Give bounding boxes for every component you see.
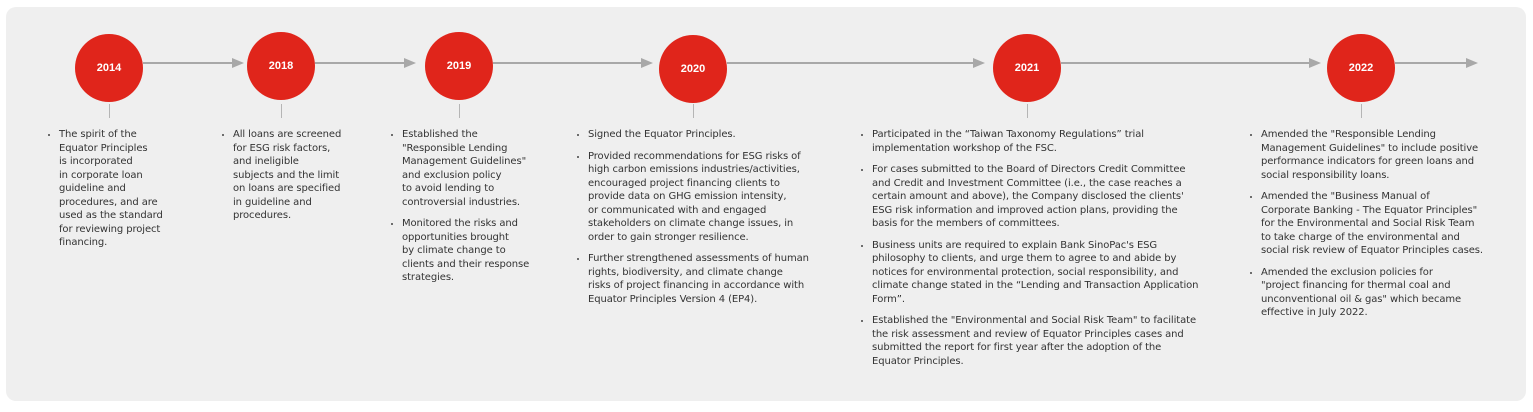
tick-mark [1361, 104, 1362, 118]
year-marker-2022: 2022 [1327, 34, 1395, 102]
timeline-item: • All loans are screened for ESG risk factors, and ineligible subjects and the limit on loans are specified in guideline and procedures. [233, 128, 383, 223]
timeline-list-2014 [45, 128, 199, 258]
arrow-right-icon [1309, 58, 1321, 68]
timeline-item: • Provided recommendations for ESG risks of high carbon emissions industries/activities, encouraged project financing clients to provide data on GHG emission intensity, or communicated with and engaged stakeholders on climate change issues, in order to gain stronger resilience. [588, 150, 848, 245]
tick-mark [1027, 104, 1028, 118]
year-marker-2014: 2014 [75, 34, 143, 102]
timeline-item: • Signed the Equator Principles. [588, 128, 848, 142]
year-marker-2019: 2019 [425, 32, 493, 100]
timeline-item: • Business units are required to explain Bank SinoPac's ESG philosophy to clients, and urge them to agree to and abide by notices for environmental protection, social responsibility, and climate change stated in the “Lending and Transaction Application Form”. [872, 239, 1232, 307]
arrow-right-icon [973, 58, 985, 68]
timeline-item: • Established the "Environmental and Social Risk Team" to facilitate the risk assessment and review of Equator Principles cases and submitted the report for first year after the adoption of the Equator Principles. [872, 314, 1232, 368]
tick-mark [281, 104, 282, 118]
timeline-item: • Amended the "Business Manual of Corporate Banking - The Equator Principles" for the Environmental and Social Risk Team to take charge of the environmental and social risk review of Equator Principles cases. [1261, 190, 1531, 258]
timeline-item: • Further strengthened assessments of human rights, biodiversity, and climate change risks of project financing in accordance with Equator Principles Version 4 (EP4). [588, 252, 848, 306]
timeline-list-2020 [574, 128, 848, 314]
arrow-right-icon [404, 58, 416, 68]
timeline-item: • Amended the "Responsible Lending Management Guidelines" to include positive performance indicators for green loans and social responsibility loans. [1261, 128, 1531, 182]
tick-mark [693, 104, 694, 118]
timeline-list-2018 [219, 128, 383, 231]
timeline-item: • Monitored the risks and opportunities brought by climate change to clients and their response strategies. [402, 217, 572, 285]
timeline-item: • The spirit of the Equator Principles is incorporated in corporate loan guideline and procedures, and are used as the standard for reviewing project financing. [59, 128, 199, 250]
timeline-list-2022 [1247, 128, 1531, 328]
connector-line [727, 62, 975, 64]
arrow-right-icon [1466, 58, 1478, 68]
year-marker-2021: 2021 [993, 34, 1061, 102]
connector-line [1061, 62, 1311, 64]
timeline-list-2021 [858, 128, 1232, 376]
timeline-item: • Participated in the “Taiwan Taxonomy Regulations” trial implementation workshop of the FSC. [872, 128, 1232, 155]
tick-mark [459, 104, 460, 118]
timeline-item: • Established the "Responsible Lending Management Guidelines" and exclusion policy to avoid lending to controversial industries. [402, 128, 572, 209]
year-marker-2020: 2020 [659, 35, 727, 103]
arrow-right-icon [641, 58, 653, 68]
timeline-item: • For cases submitted to the Board of Directors Credit Committee and Credit and Investment Committee (i.e., the case reaches a certain amount and above), the Company disclosed the clients' ESG risk information and improved action plans, providing the basis for the members of committees. [872, 163, 1232, 231]
connector-line [1395, 62, 1467, 64]
tick-mark [109, 104, 110, 118]
connector-line [493, 62, 643, 64]
connector-line [143, 62, 236, 64]
timeline-item: • Amended the exclusion policies for "project financing for thermal coal and unconventional oil & gas" which became effective in July 2022. [1261, 266, 1531, 320]
connector-line [315, 62, 406, 64]
timeline-list-2019 [388, 128, 572, 293]
arrow-right-icon [232, 58, 244, 68]
year-marker-2018: 2018 [247, 32, 315, 100]
